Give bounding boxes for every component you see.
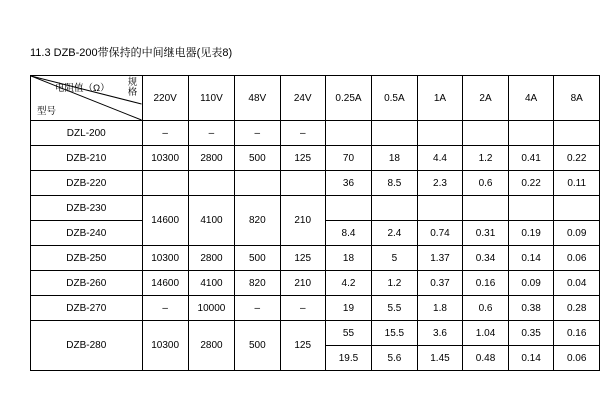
corner-spec-label: 规格 (127, 77, 138, 98)
current-cell: 55 (325, 321, 371, 346)
current-cell: 0.14 (508, 246, 554, 271)
voltage-cell: 10300 (142, 146, 188, 171)
voltage-cell: 210 (280, 271, 325, 296)
current-cell: 0.04 (554, 271, 600, 296)
table-row (31, 196, 600, 221)
voltage-cell: 10000 (188, 296, 234, 321)
model-cell: DZB-220 (31, 171, 143, 196)
header-voltage-2: 48V (235, 76, 280, 121)
current-cell (325, 121, 371, 146)
current-cell: 5.5 (372, 296, 418, 321)
current-cell: 0.16 (463, 271, 509, 296)
table-row (31, 246, 600, 271)
current-cell: 0.06 (554, 246, 600, 271)
voltage-cell: 4100 (188, 196, 234, 246)
model-cell: DZB-280 (31, 321, 143, 371)
current-cell: 1.8 (417, 296, 463, 321)
current-cell (372, 121, 418, 146)
current-cell: 0.09 (554, 221, 600, 246)
header-current-3: 2A (463, 76, 509, 121)
voltage-cell: – (235, 296, 280, 321)
current-cell: 0.11 (554, 171, 600, 196)
voltage-cell (188, 171, 234, 196)
voltage-cell: 2800 (188, 321, 234, 371)
model-cell: DZB-210 (31, 146, 143, 171)
current-cell: 18 (325, 246, 371, 271)
current-cell (463, 121, 509, 146)
current-cell: 8.4 (325, 221, 371, 246)
current-cell: 0.74 (417, 221, 463, 246)
model-cell: DZL-200 (31, 121, 143, 146)
table-header-row (31, 76, 600, 121)
current-cell: 0.6 (463, 171, 509, 196)
voltage-cell: – (188, 121, 234, 146)
corner-model-label: 型号 (37, 106, 57, 117)
current-cell: 0.28 (554, 296, 600, 321)
table-row (31, 121, 600, 146)
current-cell: 0.19 (508, 221, 554, 246)
current-cell: 18 (372, 146, 418, 171)
current-cell: 0.48 (463, 346, 509, 371)
current-cell (554, 196, 600, 221)
voltage-cell: 4100 (188, 271, 234, 296)
current-cell: 8.5 (372, 171, 418, 196)
table-row (31, 296, 600, 321)
current-cell: 1.37 (417, 246, 463, 271)
current-cell (554, 121, 600, 146)
voltage-cell: 500 (235, 246, 280, 271)
header-current-2: 1A (417, 76, 463, 121)
current-cell: 3.6 (417, 321, 463, 346)
current-cell (508, 121, 554, 146)
voltage-cell: 2800 (188, 146, 234, 171)
table-row (31, 171, 600, 196)
relay-parameter-table (30, 75, 600, 371)
voltage-cell (280, 171, 325, 196)
current-cell: 0.37 (417, 271, 463, 296)
current-cell: 0.22 (554, 146, 600, 171)
voltage-cell: 210 (280, 196, 325, 246)
header-current-5: 8A (554, 76, 600, 121)
current-cell: 5.6 (372, 346, 418, 371)
voltage-cell: 125 (280, 246, 325, 271)
model-cell: DZB-240 (31, 221, 143, 246)
voltage-cell: – (235, 121, 280, 146)
voltage-cell: 500 (235, 321, 280, 371)
voltage-cell: – (280, 121, 325, 146)
current-cell: 0.06 (554, 346, 600, 371)
current-cell: 0.16 (554, 321, 600, 346)
current-cell (417, 121, 463, 146)
current-cell: 4.2 (325, 271, 371, 296)
current-cell: 1.2 (463, 146, 509, 171)
header-current-1: 0.5A (372, 76, 418, 121)
voltage-cell: – (142, 121, 188, 146)
voltage-cell: 125 (280, 321, 325, 371)
voltage-cell: 10300 (142, 246, 188, 271)
model-cell: DZB-250 (31, 246, 143, 271)
header-voltage-1: 110V (188, 76, 234, 121)
current-cell: 15.5 (372, 321, 418, 346)
voltage-cell: 2800 (188, 246, 234, 271)
current-cell: 4.4 (417, 146, 463, 171)
current-cell: 19 (325, 296, 371, 321)
current-cell (508, 196, 554, 221)
current-cell (417, 196, 463, 221)
voltage-cell: – (142, 296, 188, 321)
current-cell (463, 196, 509, 221)
header-current-4: 4A (508, 76, 554, 121)
voltage-cell: 14600 (142, 196, 188, 246)
current-cell: 0.38 (508, 296, 554, 321)
current-cell: 0.31 (463, 221, 509, 246)
current-cell: 0.22 (508, 171, 554, 196)
current-cell: 2.4 (372, 221, 418, 246)
current-cell: 1.2 (372, 271, 418, 296)
corner-resistance-label: 电阻值（Ω） (55, 83, 110, 94)
voltage-cell: 820 (235, 196, 280, 246)
model-cell: DZB-260 (31, 271, 143, 296)
current-cell: 19.5 (325, 346, 371, 371)
current-cell: 0.35 (508, 321, 554, 346)
current-cell (372, 196, 418, 221)
corner-header-cell (31, 76, 143, 121)
page-title: 11.3 DZB-200带保持的中间继电器(见表8) (30, 47, 233, 59)
current-cell: 0.14 (508, 346, 554, 371)
current-cell: 36 (325, 171, 371, 196)
current-cell: 0.34 (463, 246, 509, 271)
current-cell: 1.45 (417, 346, 463, 371)
table-row (31, 271, 600, 296)
table-row (31, 321, 600, 346)
current-cell: 1.04 (463, 321, 509, 346)
voltage-cell: 125 (280, 146, 325, 171)
current-cell: 5 (372, 246, 418, 271)
current-cell: 0.09 (508, 271, 554, 296)
current-cell: 70 (325, 146, 371, 171)
current-cell: 0.41 (508, 146, 554, 171)
model-cell: DZB-230 (31, 196, 143, 221)
header-voltage-3: 24V (280, 76, 325, 121)
current-cell: 0.6 (463, 296, 509, 321)
header-voltage-0: 220V (142, 76, 188, 121)
voltage-cell: 10300 (142, 321, 188, 371)
table-row (31, 146, 600, 171)
model-cell: DZB-270 (31, 296, 143, 321)
voltage-cell: – (280, 296, 325, 321)
voltage-cell: 14600 (142, 271, 188, 296)
current-cell: 2.3 (417, 171, 463, 196)
current-cell (325, 196, 371, 221)
voltage-cell: 500 (235, 146, 280, 171)
voltage-cell (142, 171, 188, 196)
voltage-cell: 820 (235, 271, 280, 296)
voltage-cell (235, 171, 280, 196)
header-current-0: 0.25A (325, 76, 371, 121)
